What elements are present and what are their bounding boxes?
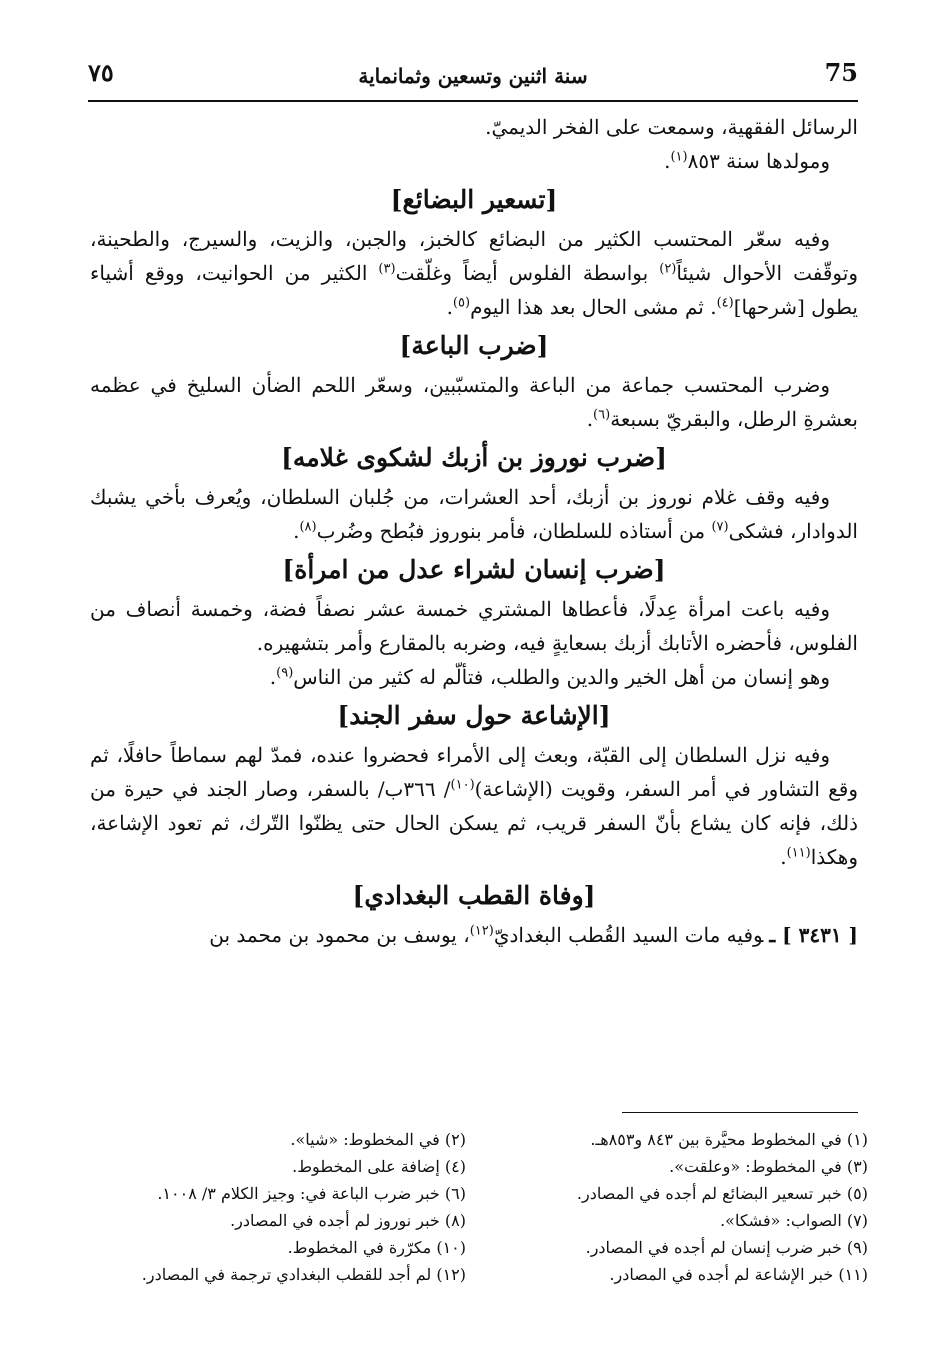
footnote: (٤) إضافة على المخطوط. [292, 1157, 466, 1176]
footnote-divider [622, 1112, 858, 1113]
text-run: وفيه وقف غلام نوروز بن أزبك، أحد العشرات، من جُلبان السلطان، ويُعرف بأخي يشبك الدوادار، فشكى [90, 485, 858, 543]
text-run: ومولدها سنة ٨٥٣ [687, 149, 830, 173]
main-text [90, 110, 858, 952]
footnote: (٣) في المخطوط: «وعلقت». [669, 1157, 868, 1176]
section-heading: [ضرب نوروز بن أزبك لشكوى غلامه] [281, 443, 667, 472]
footnote: (١٢) لم أجد للقطب البغدادي ترجمة في المصادر. [141, 1265, 466, 1284]
section-heading: [ضرب إنسان لشراء عدل من امرأة] [282, 555, 666, 584]
footnote: (٧) الصواب: «فشكا». [720, 1211, 868, 1230]
footnote-ref: (١) [670, 149, 688, 165]
text-run: وضرب المحتسب جماعة من الباعة والمتسبّبين، وسعّر اللحم الضأن السليخ في عظمه بعشرةِ الرطل، والبقريّ بسبعة [90, 373, 858, 431]
footnote-ref: (٧) [711, 519, 729, 535]
footnote: (٥) خبر تسعير البضائع لم أجده في المصادر. [576, 1184, 868, 1203]
footnote-ref: (٩) [276, 665, 294, 681]
paragraph [90, 660, 858, 694]
footnote-ref: (٥) [452, 295, 471, 311]
paragraph [90, 368, 858, 436]
footnote: (١) في المخطوط محيَّرة بين ٨٤٣ و٨٥٣هـ. [590, 1130, 868, 1149]
footnote: (٩) خبر ضرب إنسان لم أجده في المصادر. [585, 1238, 868, 1257]
intro-line: الرسائل الفقهية، وسمعت على الفخر الديميّ. [485, 115, 858, 139]
paragraph [90, 918, 858, 952]
text-run: . [780, 845, 787, 869]
page-number-arabic: ٧٥ [88, 58, 114, 87]
text-run: وفيه مات السيد القُطب البغداديّ [493, 923, 764, 947]
section-heading: [تسعير البضائع] [390, 185, 558, 214]
entry-number: [ ٣٤٣١ ] ـ [769, 923, 858, 947]
footnote-ref: (٦) [593, 407, 611, 423]
intro-line: ومولدها سنة ٨٥٣$^{(١)}$. [664, 149, 830, 173]
page-header [88, 56, 858, 102]
footnote-ref: (١٠) [450, 777, 475, 793]
page-number-latin: 75 [824, 58, 858, 87]
footnote-ref: (١١) [786, 845, 811, 861]
paragraph [90, 480, 858, 548]
footnote-ref: (٣) [378, 261, 396, 277]
footnote-ref: (٤) [716, 295, 734, 311]
text-run: ، يوسف بن محمود بن محمد بن [209, 923, 470, 947]
paragraph: وفيه باعت امرأة عِدلًا، فأعطاها المشتري خمسة عشر نصفاً فضة، وخمسة أنصاف من الفلوس، فأحضره الأتابك أزبك بسعايةٍ فيه، وضربه بالمقارع وأمر بتشهيره. [90, 597, 858, 655]
text-run: الكثير من الحوانيت، ووقع أشياء يطول [شرحها] [90, 261, 858, 319]
text-run: . ثم مشى الحال بعد هذا اليوم [470, 295, 717, 319]
paragraph [90, 738, 858, 874]
paragraph [90, 222, 858, 324]
text-run: من أستاذه للسلطان، فأمر بنوروز فبُطح وضُرب [316, 519, 712, 543]
footnote: (٦) خبر ضرب الباعة في: وجيز الكلام ٣/ ١٠٠٨. [157, 1184, 466, 1203]
text-run: . [293, 519, 300, 543]
text-run: . [269, 665, 277, 689]
section-heading: [وفاة القطب البغدادي] [352, 881, 596, 910]
section-heading: [ضرب الباعة] [399, 331, 549, 360]
text-run: بواسطة الفلوس أيضاً وغلّقت [395, 261, 660, 285]
footnote-ref: (١٢) [469, 923, 494, 939]
footnote: (١٠) مكرّرة في المخطوط. [287, 1238, 466, 1257]
running-title: سنة اثنين وتسعين وثمانماية [358, 64, 588, 88]
text-run: وفيه سعّر المحتسب الكثير من البضائع كالخبز، والجبن، والزيت، والسيرج، والطحينة، وتوقّفت الأحوال شيئاً [90, 227, 858, 285]
text-run: . [586, 407, 594, 431]
text-run: / ٣٦٦ب/ بالسفر، وصار الجند في حيرة من ذلك، فإنه كان يشاع بأنّ السفر قريب، ثم يسكن الحال حتى يظنّوا التّرك، ثم تعود الإشاعة، وهكذا [90, 777, 858, 869]
footnote: (١١) خبر الإشاعة لم أجده في المصادر. [609, 1265, 868, 1284]
section-heading: [الإشاعة حول سفر الجند] [337, 701, 611, 730]
footnote-ref: (٢) [659, 261, 677, 277]
text-run: وهو إنسان من أهل الخير والدين والطلب، فتألّم له كثير من الناس [293, 665, 830, 689]
text-run: وفيه نزل السلطان إلى القبّة، وبعث إلى الأمراء فحضروا عنده، فمدّ لهم سماطاً حافلًا، ثم وقع التشاور في أمر السفر، وقويت (الإشاعة) [90, 743, 858, 801]
footnote: (٨) خبر نوروز لم أجده في المصادر. [230, 1211, 466, 1230]
footnote: (٢) في المخطوط: «شيا». [290, 1130, 466, 1149]
footnotes [90, 1126, 868, 1288]
text-run: . [446, 295, 453, 319]
footnote-ref: (٨) [299, 519, 317, 535]
